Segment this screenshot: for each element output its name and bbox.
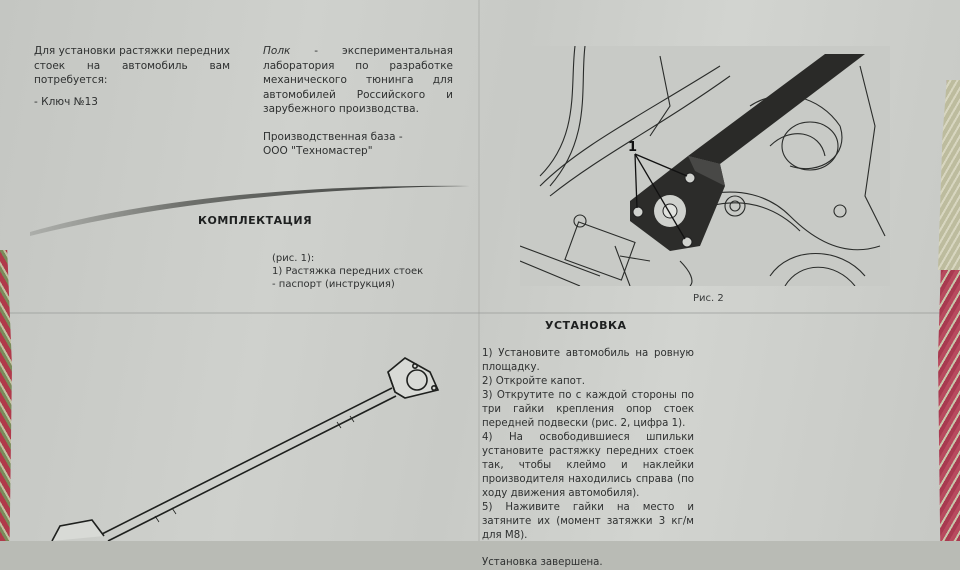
install-step: 3) Открутите по с каждой стороны по три гайки крепления опор стоек передней подвески (рис. 2, цифра 1). (482, 390, 694, 429)
figure2-engine-bay-illustration (520, 46, 890, 286)
install-steps (482, 347, 694, 570)
install-step: 1) Установите автомобиль на ровную площадку. (482, 348, 694, 373)
contents-title: КОМПЛЕКТАЦИЯ (198, 214, 313, 227)
paper-fold-horizontal (0, 312, 960, 314)
figure1-strut-bar-illustration (0, 320, 470, 541)
install-step: 4) На освободившиеся шпильки установите растяжку передних стоек так, чтобы клеймо и наклейки производителя находились справа (по ходу движения автомобиля). (482, 432, 694, 499)
tools-intro: Для установки растяжки передних стоек на автомобиль вам потребуется: (34, 45, 230, 86)
production-company: ООО "Техномастер" (263, 145, 373, 157)
figure2-caption: Рис. 2 (693, 293, 724, 304)
install-step: 2) Откройте капот. (482, 376, 586, 387)
contents-item: 1) Растяжка передних стоек (272, 266, 424, 277)
about-description: Полк - экспериментальная лаборатория по разработке механического тюнинга для автомобилей Российского и зарубежного производства. (263, 45, 453, 115)
contents-item: - паспорт (инструкция) (272, 279, 395, 290)
brand-name: Полк (263, 45, 291, 57)
production-label: Производственная база - (263, 130, 403, 143)
tools-item: - Ключ №13 (34, 95, 98, 108)
install-footer: Установка завершена. (482, 557, 603, 568)
figure2-callout: 1 (628, 140, 638, 155)
contents-list (272, 252, 472, 291)
contents-figure-ref: (рис. 1): (272, 253, 315, 264)
install-title: УСТАНОВКА (545, 319, 627, 332)
install-step: 5) Наживите гайки на место и затяните их (момент затяжки 3 кг/м для М8). (482, 502, 694, 541)
